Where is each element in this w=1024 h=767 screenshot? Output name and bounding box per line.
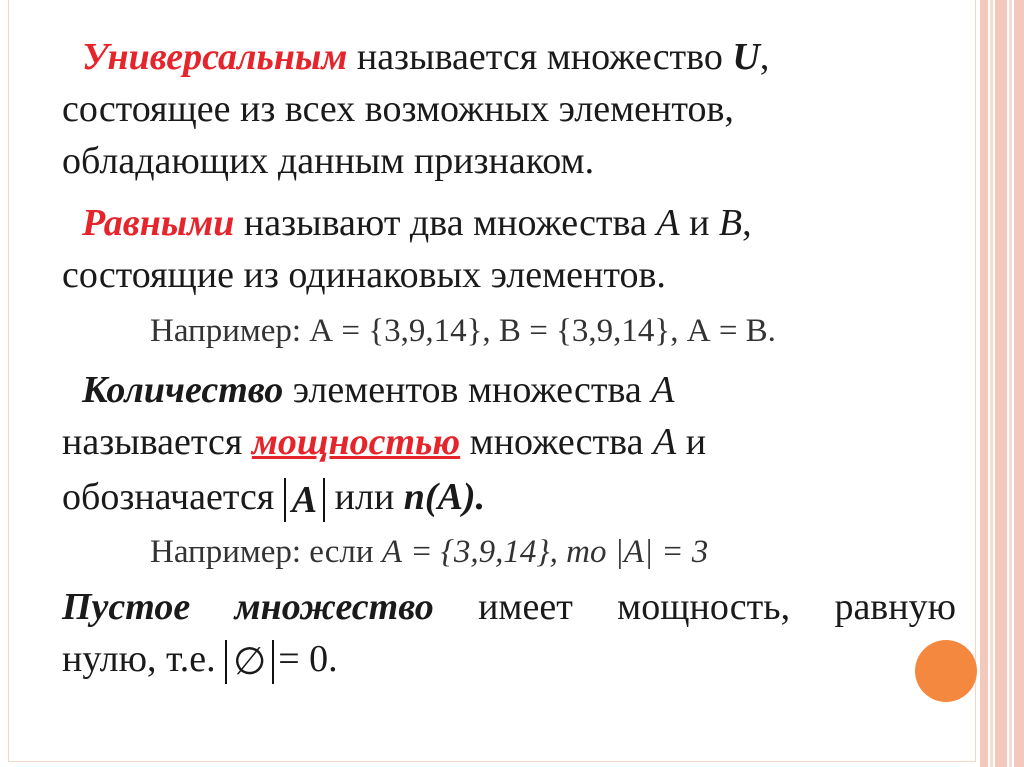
example-2 bbox=[150, 532, 708, 572]
p3-line2 bbox=[62, 419, 706, 465]
p3-line3 bbox=[62, 474, 485, 522]
p1-line3: обладающих данным признаком. bbox=[62, 140, 595, 182]
p4-word: равную bbox=[834, 586, 956, 628]
decor-circle bbox=[915, 640, 977, 702]
equals-zero: = 0. bbox=[278, 638, 338, 680]
term-equal: Равными bbox=[82, 202, 235, 244]
p4-text: нулю, т.е. bbox=[62, 638, 226, 680]
term-empty: Пустое bbox=[62, 586, 191, 628]
decor-stripe bbox=[990, 0, 993, 767]
p3-line1 bbox=[82, 367, 675, 413]
p4-word: имеет bbox=[478, 586, 573, 628]
p4-word: мощность, bbox=[617, 586, 791, 628]
p4-line1 bbox=[62, 584, 956, 630]
p1-comma: , bbox=[759, 36, 770, 78]
abs-a-notation: A bbox=[284, 478, 325, 522]
p1-text: называется множество bbox=[347, 36, 733, 78]
decor-stripe bbox=[1014, 0, 1024, 767]
p2-text: называют два множества bbox=[234, 202, 657, 244]
p2-line2: состоящие из одинаковых элементов. bbox=[62, 254, 666, 296]
n-of-a: n(A) bbox=[403, 476, 476, 518]
decor-stripe bbox=[1009, 0, 1012, 767]
set-a: А bbox=[651, 369, 675, 411]
p3-and: и bbox=[676, 421, 707, 463]
set-b: В bbox=[718, 202, 743, 244]
example-2-expr: А = {3,9,14}, то |А| = 3 bbox=[381, 534, 709, 570]
symbol-u: U bbox=[732, 36, 760, 78]
p4-line2 bbox=[62, 636, 338, 684]
p3-text: элементов множества bbox=[283, 369, 652, 411]
p1-line2: состоящее из всех возможных элементов, bbox=[62, 88, 734, 130]
p2-comma: , bbox=[742, 202, 752, 244]
set-a: А bbox=[656, 202, 680, 244]
example-1: Например: А = {3,9,14}, В = {3,9,14}, А = В. bbox=[150, 313, 776, 349]
decor-stripe bbox=[995, 0, 1007, 767]
term-cardinality: мощностью bbox=[251, 421, 461, 463]
p1-line1 bbox=[82, 34, 769, 80]
set-a: А bbox=[652, 421, 677, 463]
empty-set-symbol: ∅ bbox=[225, 640, 274, 684]
decor-stripe bbox=[980, 0, 988, 767]
p3-text: называется bbox=[62, 421, 252, 463]
term-universal: Универсальным bbox=[82, 36, 348, 78]
example-2-prefix: Например: если bbox=[150, 534, 382, 570]
term-set: множество bbox=[234, 586, 434, 628]
p2-line1 bbox=[82, 200, 752, 246]
p3-dot: . bbox=[475, 476, 486, 518]
p3-text: обозначается bbox=[62, 476, 284, 518]
term-count: Количество bbox=[82, 369, 284, 411]
p2-and: и bbox=[679, 202, 719, 244]
p3-text: множества bbox=[460, 421, 653, 463]
p3-or: или bbox=[325, 476, 404, 518]
